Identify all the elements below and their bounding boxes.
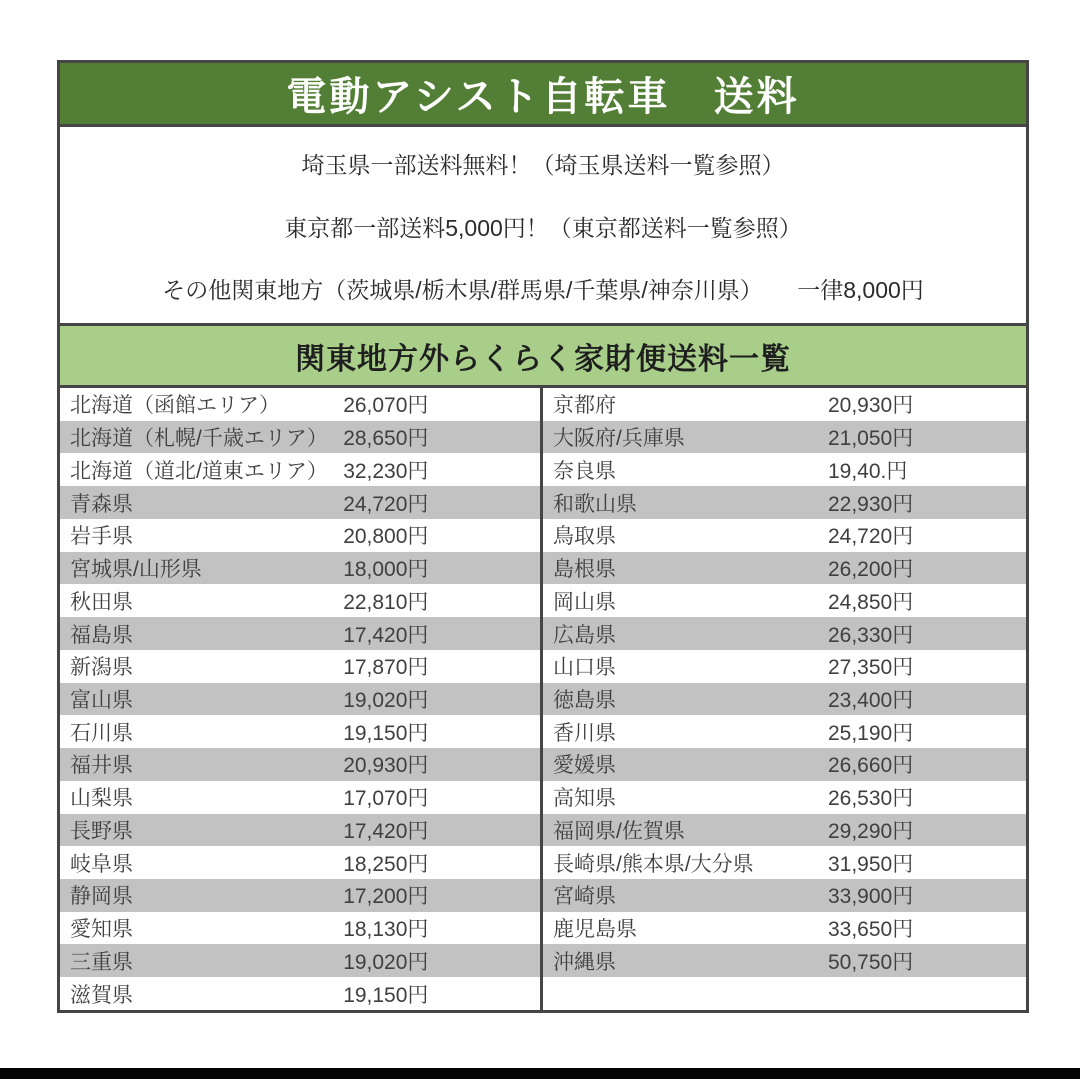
region-cell: 沖縄県 xyxy=(553,950,616,974)
right-column-cell xyxy=(543,519,1026,552)
right-column-cell xyxy=(543,388,1026,421)
fee-cell: 17,070円 xyxy=(343,787,429,811)
left-column-cell xyxy=(60,977,543,1010)
region-cell: 福岡県/佐賀県 xyxy=(553,819,685,843)
right-column-cell xyxy=(543,814,1026,847)
table-row xyxy=(60,879,1026,912)
fee-cell: 50,750円 xyxy=(827,950,914,974)
right-column-cell xyxy=(543,781,1026,814)
notes-section xyxy=(60,127,1026,323)
left-column-cell xyxy=(60,748,543,781)
fee-cell: 29,290円 xyxy=(827,819,914,843)
table-row xyxy=(60,552,1026,585)
left-column-cell xyxy=(60,453,543,486)
left-column-cell xyxy=(60,781,543,814)
shipping-board xyxy=(57,60,1029,1013)
region-cell: 静岡県 xyxy=(70,885,133,909)
fee-cell: 24,850円 xyxy=(827,590,914,614)
region-cell: 岐阜県 xyxy=(70,852,133,876)
fee-cell: 17,420円 xyxy=(343,819,429,843)
table-row xyxy=(60,781,1026,814)
table-row xyxy=(60,584,1026,617)
right-column-cell xyxy=(543,846,1026,879)
region-cell: 奈良県 xyxy=(553,459,616,483)
table-title: 関東地方外らくらく家財便送料一覧 xyxy=(295,342,791,376)
table-row xyxy=(60,944,1026,977)
left-column-cell xyxy=(60,617,543,650)
right-column-cell xyxy=(543,584,1026,617)
table-row xyxy=(60,617,1026,650)
fee-cell: 20,800円 xyxy=(343,525,429,549)
fee-cell: 22,930円 xyxy=(827,492,914,516)
bottom-bar xyxy=(0,1068,1080,1079)
region-cell: 岩手県 xyxy=(70,525,133,549)
fee-cell: 26,660円 xyxy=(827,754,914,778)
fee-cell: 24,720円 xyxy=(343,492,429,516)
fee-cell: 18,130円 xyxy=(343,918,429,942)
right-column-cell xyxy=(543,453,1026,486)
fee-cell: 20,930円 xyxy=(827,394,914,418)
note-other-kanto: その他関東地方（茨城県/栃木県/群馬県/千葉県/神奈川県） 一律8,000円 xyxy=(162,277,924,303)
table-row xyxy=(60,977,1026,1010)
fee-cell: 17,870円 xyxy=(343,656,429,680)
table-row xyxy=(60,912,1026,945)
region-cell: 広島県 xyxy=(553,623,616,647)
region-cell: 京都府 xyxy=(553,394,616,418)
region-cell: 長崎県/熊本県/大分県 xyxy=(553,852,754,876)
fee-cell: 33,900円 xyxy=(827,885,914,909)
region-cell: 石川県 xyxy=(70,721,133,745)
fee-cell: 19,40.円 xyxy=(827,459,908,483)
region-cell: 徳島県 xyxy=(553,688,616,712)
note-saitama: 埼玉県一部送料無料！（埼玉県送料一覧参照） xyxy=(301,152,785,178)
right-column-cell xyxy=(543,650,1026,683)
fee-cell: 25,190円 xyxy=(827,721,914,745)
region-cell: 高知県 xyxy=(553,787,616,811)
fee-cell: 26,530円 xyxy=(827,787,914,811)
fee-cell: 17,200円 xyxy=(343,885,429,909)
fee-cell: 28,650円 xyxy=(343,427,429,451)
right-column-cell xyxy=(543,486,1026,519)
left-column-cell xyxy=(60,650,543,683)
fee-cell: 19,020円 xyxy=(343,688,429,712)
region-cell: 山口県 xyxy=(553,656,616,680)
left-column-cell xyxy=(60,715,543,748)
region-cell: 宮城県/山形県 xyxy=(70,558,202,582)
region-cell: 青森県 xyxy=(70,492,133,516)
right-column-cell xyxy=(543,421,1026,454)
fee-cell: 18,250円 xyxy=(343,852,429,876)
region-cell: 北海道（函館エリア） xyxy=(70,394,280,418)
region-cell: 滋賀県 xyxy=(70,983,133,1007)
left-column-cell xyxy=(60,814,543,847)
table-row xyxy=(60,388,1026,421)
right-column-cell xyxy=(543,977,1026,1010)
region-cell: 宮崎県 xyxy=(553,885,616,909)
region-cell: 鳥取県 xyxy=(553,525,616,549)
fee-cell: 22,810円 xyxy=(343,590,429,614)
region-cell: 香川県 xyxy=(553,721,616,745)
table-row xyxy=(60,715,1026,748)
right-column-cell xyxy=(543,944,1026,977)
left-column-cell xyxy=(60,388,543,421)
region-cell: 愛知県 xyxy=(70,918,133,942)
left-column-cell xyxy=(60,486,543,519)
fee-cell: 18,000円 xyxy=(343,558,429,582)
fee-cell: 33,650円 xyxy=(827,918,914,942)
fee-cell: 19,150円 xyxy=(343,983,429,1007)
fee-cell: 26,200円 xyxy=(827,558,914,582)
region-cell: 長野県 xyxy=(70,819,133,843)
region-cell: 富山県 xyxy=(70,688,133,712)
region-cell: 島根県 xyxy=(553,558,616,582)
left-column-cell xyxy=(60,519,543,552)
left-column-cell xyxy=(60,912,543,945)
table-row xyxy=(60,486,1026,519)
left-column-cell xyxy=(60,683,543,716)
fee-cell: 21,050円 xyxy=(827,427,914,451)
right-column-cell xyxy=(543,683,1026,716)
region-cell: 岡山県 xyxy=(553,590,616,614)
region-cell: 福井県 xyxy=(70,754,133,778)
fee-cell: 27,350円 xyxy=(827,656,914,680)
left-column-cell xyxy=(60,421,543,454)
right-column-cell xyxy=(543,748,1026,781)
right-column-cell xyxy=(543,552,1026,585)
region-cell: 三重県 xyxy=(70,950,133,974)
right-column-cell xyxy=(543,879,1026,912)
region-cell: 鹿児島県 xyxy=(553,918,637,942)
left-column-cell xyxy=(60,552,543,585)
fee-cell: 26,070円 xyxy=(343,394,429,418)
region-cell: 和歌山県 xyxy=(553,492,637,516)
right-column-cell xyxy=(543,617,1026,650)
left-column-cell xyxy=(60,944,543,977)
region-cell: 福島県 xyxy=(70,623,133,647)
fee-cell: 24,720円 xyxy=(827,525,914,549)
region-cell: 秋田県 xyxy=(70,590,133,614)
table-row xyxy=(60,846,1026,879)
table-row xyxy=(60,683,1026,716)
table-row xyxy=(60,421,1026,454)
fee-cell: 17,420円 xyxy=(343,623,429,647)
table-title-band xyxy=(60,323,1026,388)
region-cell: 北海道（道北/道東エリア） xyxy=(70,459,328,483)
page-title: 電動アシスト自転車 送料 xyxy=(286,75,800,119)
table-row xyxy=(60,814,1026,847)
region-cell: 新潟県 xyxy=(70,656,133,680)
table-row xyxy=(60,453,1026,486)
right-column-cell xyxy=(543,912,1026,945)
page-title-band xyxy=(60,63,1026,127)
shipping-table xyxy=(60,388,1026,1010)
left-column-cell xyxy=(60,584,543,617)
region-cell: 大阪府/兵庫県 xyxy=(553,427,685,451)
fee-cell: 32,230円 xyxy=(343,459,429,483)
fee-cell: 31,950円 xyxy=(827,852,914,876)
fee-cell: 19,150円 xyxy=(343,721,429,745)
region-cell: 北海道（札幌/千歳エリア） xyxy=(70,427,328,451)
table-row xyxy=(60,748,1026,781)
region-cell: 愛媛県 xyxy=(553,754,616,778)
region-cell: 山梨県 xyxy=(70,787,133,811)
fee-cell: 20,930円 xyxy=(343,754,429,778)
left-column-cell xyxy=(60,879,543,912)
left-column-cell xyxy=(60,846,543,879)
right-column-cell xyxy=(543,715,1026,748)
note-tokyo: 東京都一部送料5,000円！（東京都送料一覧参照） xyxy=(284,214,802,241)
fee-cell: 19,020円 xyxy=(343,950,429,974)
table-row xyxy=(60,650,1026,683)
fee-cell: 26,330円 xyxy=(827,623,914,647)
table-row xyxy=(60,519,1026,552)
fee-cell: 23,400円 xyxy=(827,688,914,712)
